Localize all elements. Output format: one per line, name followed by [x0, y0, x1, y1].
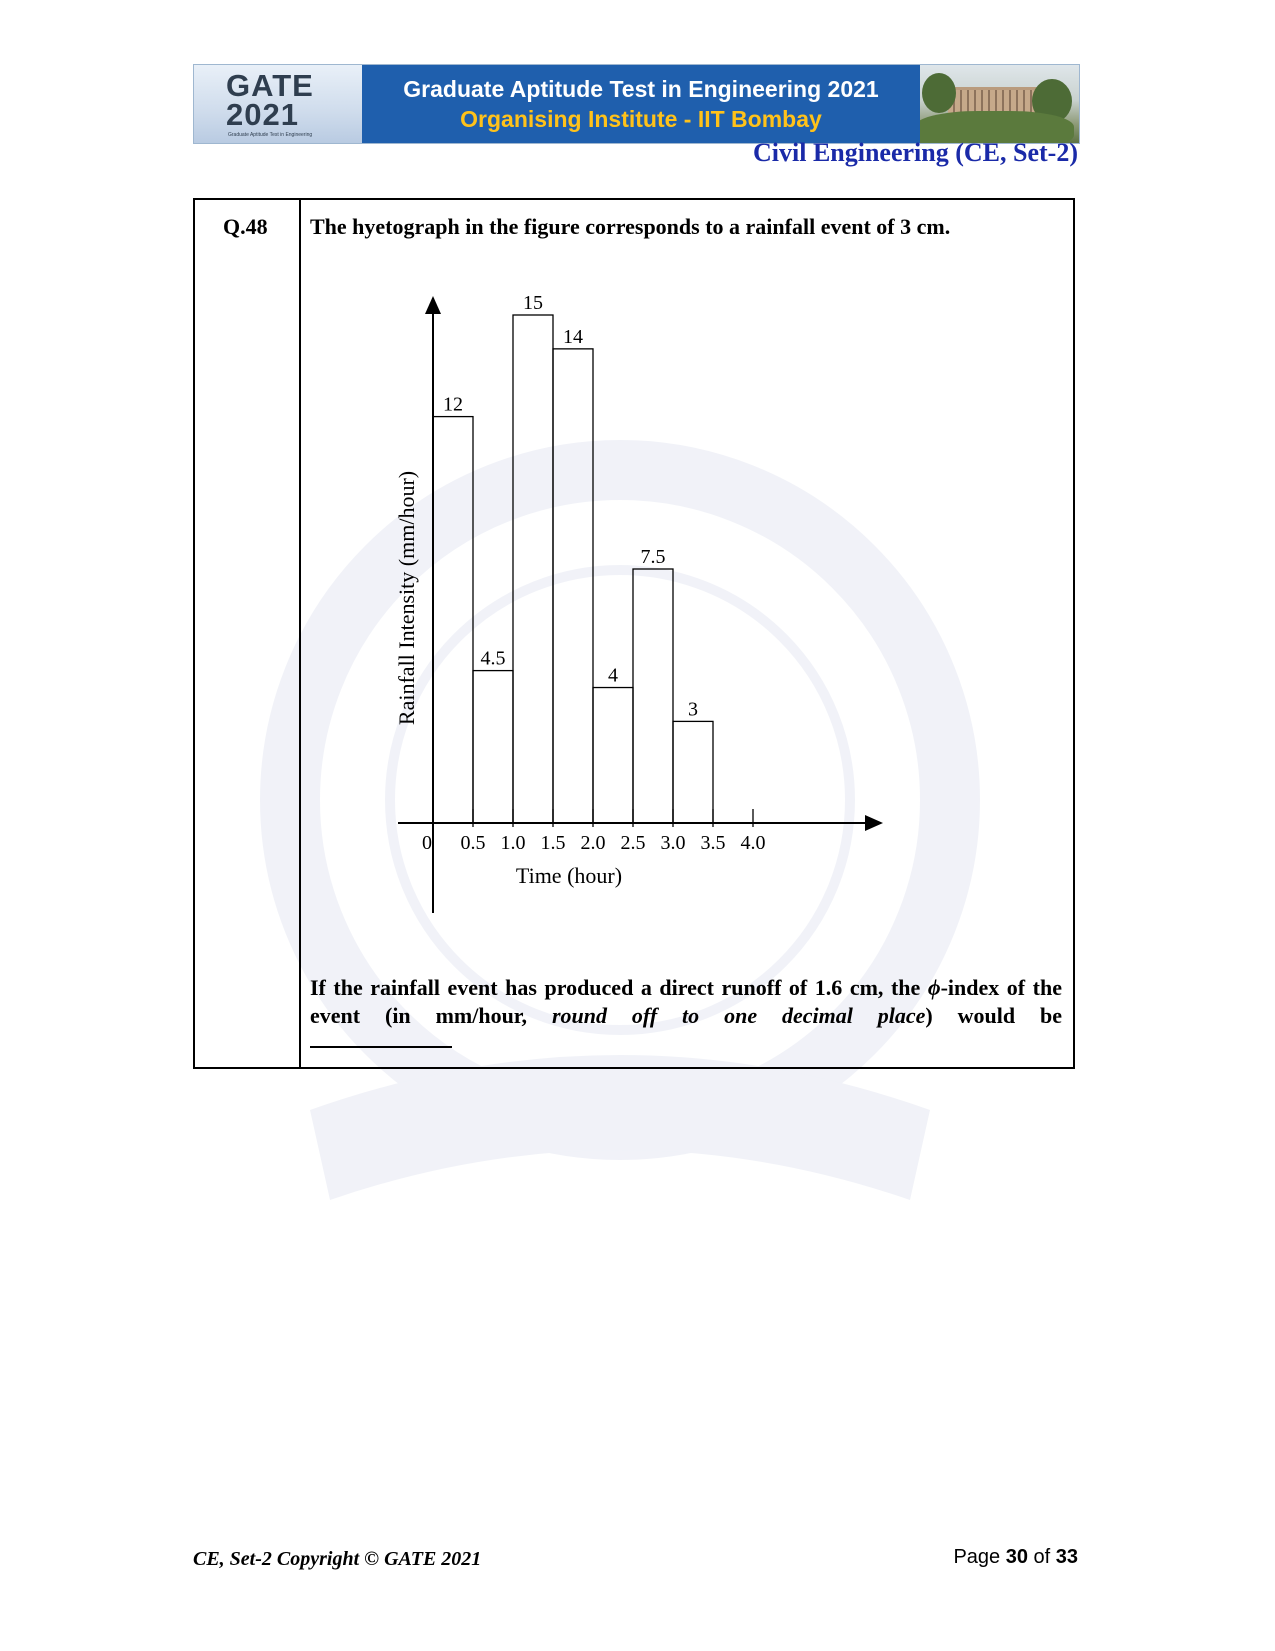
footer-copyright: CE, Set-2 Copyright © GATE 2021 — [193, 1548, 482, 1570]
hyetograph-bar — [433, 417, 473, 823]
x-tick-label: 3.5 — [700, 832, 726, 854]
bar-value-label: 7.5 — [640, 546, 666, 568]
bar-value-label: 4 — [608, 664, 618, 687]
page-prefix: Page — [953, 1546, 1006, 1568]
logo-line1: GATE — [226, 68, 314, 103]
x-axis-label: Time (hour) — [515, 863, 623, 888]
banner-title: Graduate Aptitude Test in Engineering 2021 — [403, 76, 879, 102]
watermark-ribbon — [310, 1055, 930, 1200]
hyetograph-chart — [193, 198, 1075, 1069]
bar-value-label: 15 — [523, 292, 543, 314]
logo-tag: Graduate Aptitude Test in Engineering — [228, 132, 313, 138]
bar-value-label: 12 — [443, 393, 463, 416]
bar-value-label: 4.5 — [480, 647, 506, 670]
hyetograph-bar — [553, 349, 593, 823]
x-tick-label: 0.5 — [460, 832, 486, 854]
subject-title: Civil Engineering (CE, Set-2) — [753, 138, 1078, 167]
y-axis-label: Rainfall Intensity (mm/hour) — [394, 470, 419, 726]
x-tick-label: 1.5 — [540, 832, 566, 854]
page-indicator — [953, 1546, 1078, 1569]
x-tick-label: 3.0 — [660, 832, 686, 854]
chart-bar-labels — [443, 292, 698, 720]
bar-value-label: 3 — [688, 698, 698, 721]
x-tick-label: 4.0 — [740, 832, 766, 854]
hyetograph-bar — [513, 315, 553, 823]
prompt-part1: If the rainfall event has produced a direct runoff of 1.6 cm, the — [310, 975, 928, 1000]
x-tick-label: 2.5 — [620, 832, 646, 854]
prompt-italic: round off to one decimal place — [551, 1003, 926, 1028]
gate-logo — [194, 65, 362, 143]
banner-title-block — [362, 65, 920, 143]
chart-bars — [433, 315, 713, 823]
bar-value-label: 14 — [563, 325, 583, 348]
page-number: 30 — [1005, 1546, 1028, 1568]
header-banner — [193, 64, 1080, 144]
campus-photo — [920, 65, 1079, 143]
question-number: Q.48 — [223, 214, 268, 239]
hyetograph-bar — [633, 569, 673, 823]
phi-symbol: ϕ — [927, 975, 941, 1000]
prompt-part3: ) would be — [925, 1003, 1063, 1028]
x-tick-label: 0 — [422, 832, 432, 854]
x-tick-label: 2.0 — [580, 832, 606, 854]
banner-subtitle: Organising Institute - IIT Bombay — [460, 106, 822, 132]
hyetograph-bar — [593, 688, 633, 823]
page-mid: of — [1027, 1546, 1056, 1568]
hyetograph-bar — [473, 671, 513, 823]
question-intro: The hyetograph in the figure corresponds to a rainfall event of 3 cm. — [310, 214, 951, 239]
x-tick-label: 1.0 — [500, 832, 526, 854]
page-total: 33 — [1055, 1546, 1078, 1568]
logo-line2: 2021 — [226, 97, 299, 132]
x-axis-ticks — [422, 809, 766, 854]
hyetograph-bar — [673, 721, 713, 823]
tree-image — [922, 73, 956, 113]
prompt-part2: -index of the event (in mm/hour, — [310, 975, 1063, 1028]
